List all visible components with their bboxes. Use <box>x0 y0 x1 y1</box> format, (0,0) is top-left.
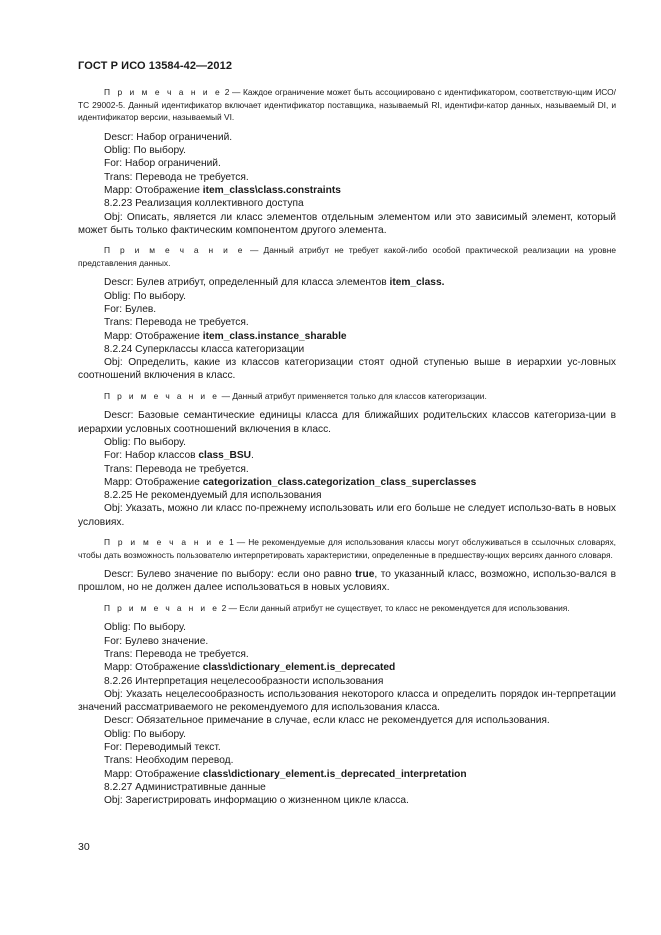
mapp-prefix: Mapp: Отображение <box>104 476 203 488</box>
mapp-attribute: class\dictionary_element.is_deprecated <box>202 662 396 674</box>
for-suffix: . <box>251 450 254 462</box>
descr-suffix: , то указанный класс, возможно, использо-вался в прошлом, но не должен далее использоваться в новых условиях. <box>78 569 616 594</box>
document-header: ГОСТ Р ИСО 13584-42—2012 <box>78 60 233 72</box>
mapp-line <box>78 184 616 197</box>
oblig-line: Oblig: По выбору. <box>104 622 186 634</box>
trans-line: Trans: Перевода не требуется. <box>104 648 249 660</box>
note-label: П р и м е ч а н и е <box>104 245 245 256</box>
trans-line: Trans: Перевода не требуется. <box>104 171 249 183</box>
note-label: П р и м е ч а н и е <box>104 87 223 97</box>
note-paragraph <box>78 86 616 124</box>
for-line: For: Булево значение. <box>104 635 209 647</box>
mapp-attribute: categorization_class.categorization_class_superclasses <box>202 476 477 488</box>
note-text: 1 — Не рекомендуемые для использования классы могут обслуживаться в ссылочных словарях, чтобы дать возможность пользователю интерпретировать характеристики, определенные в предшеству-ющих версиях данного словаря. <box>78 536 617 560</box>
mapp-prefix: Mapp: Отображение <box>104 662 203 674</box>
mapp-attribute: item_class.instance_sharable <box>202 330 347 342</box>
page-content <box>78 86 616 808</box>
note-paragraph <box>78 390 616 403</box>
note-paragraph <box>78 536 616 561</box>
mapp-line <box>78 768 616 781</box>
descr-line: Descr: Набор ограничений. <box>104 131 233 143</box>
note-text: 2 — Каждое ограничение может быть ассоциировано с идентификатором, соответствую-щим ИСО/ТС 29002-5. Данный идентификатор включает идентификатор поставщика, называемый RI, идентифи-катор данных, называемый DI, и идентификатор версии, называемый VI. <box>78 87 616 123</box>
mapp-prefix: Mapp: Отображение <box>104 330 203 342</box>
note-text: 2 — Если данный атрибут не существует, то класс не рекомендуется для использования. <box>221 602 570 613</box>
mapp-attribute: item_class\class.constraints <box>202 184 341 196</box>
mapp-line <box>78 476 616 489</box>
for-line: For: Булев. <box>104 303 157 315</box>
mapp-prefix: Mapp: Отображение <box>104 768 203 780</box>
oblig-line: Oblig: По выбору. <box>104 436 186 448</box>
descr-line: Descr: Обязательное примечание в случае, если класс не рекомендуется для использования. <box>104 715 550 727</box>
for-line: For: Переводимый текст. <box>104 742 221 754</box>
note-label: П р и м е ч а н и е <box>104 536 226 547</box>
descr-line: Descr: Базовые семантические единицы класса для ближайших родительских классов категориза-ции в иерархии условных соотношений включения в класс. <box>78 410 616 435</box>
for-attribute: class_BSU <box>198 450 252 462</box>
page-number: 30 <box>78 841 90 853</box>
trans-line: Trans: Перевода не требуется. <box>104 317 249 329</box>
note-paragraph <box>78 602 616 615</box>
obj-line: Obj: Указать нецелесообразность использования некоторого класса и определить порядок ин-терпретации значений рассматриваемого не рекомендуемого для использования класса. <box>78 688 616 714</box>
descr-value: true <box>355 569 375 581</box>
descr-attribute: item_class. <box>389 277 445 289</box>
mapp-line <box>78 330 616 343</box>
descr-line <box>78 276 616 289</box>
note-paragraph <box>78 244 616 269</box>
section-heading: 8.2.25 Не рекомендуемый для использования <box>104 490 322 502</box>
descr-line <box>78 568 616 595</box>
obj-line: Obj: Определить, какие из классов категоризации стоят одной ступенью выше в иерархии ус-ловных соотношений включения в класс. <box>78 357 616 382</box>
note-text: — Данный атрибут не требует какой-либо особой практической реализации на уровне представления данных. <box>78 245 617 268</box>
obj-line: Obj: Указать, можно ли класс по-прежнему использовать или его больше не следует использо-вать в новых условиях. <box>78 503 616 528</box>
note-text: — Данный атрибут применяется только для классов категоризации. <box>221 390 487 401</box>
oblig-line: Oblig: По выбору. <box>104 728 186 740</box>
section-heading: 8.2.27 Административные данные <box>104 781 266 793</box>
section-heading: 8.2.23 Реализация коллективного доступа <box>104 198 304 210</box>
obj-line: Obj: Зарегистрировать информацию о жизненном цикле класса. <box>104 795 409 807</box>
descr-prefix: Descr: Булево значение по выбору: если оно равно <box>104 569 356 581</box>
for-line <box>78 449 616 462</box>
obj-line: Obj: Описать, является ли класс элементов отдельным элементом или это зависимый элемент, который может быть только фактическим компонентом другого элемента. <box>78 211 616 236</box>
oblig-line: Oblig: По выбору. <box>104 145 186 157</box>
mapp-prefix: Mapp: Отображение <box>104 184 203 196</box>
for-line: For: Набор ограничений. <box>104 158 221 170</box>
trans-line: Trans: Перевода не требуется. <box>104 463 249 475</box>
mapp-attribute: class\dictionary_element.is_deprecated_interpretation <box>202 768 467 780</box>
note-label: П р и м е ч а н и е <box>104 390 220 401</box>
trans-line: Trans: Необходим перевод. <box>104 755 234 767</box>
mapp-line <box>78 661 616 674</box>
note-label: П р и м е ч а н и е <box>104 602 220 613</box>
descr-prefix: Descr: Булев атрибут, определенный для класса элементов <box>104 277 390 289</box>
oblig-line: Oblig: По выбору. <box>104 290 186 302</box>
section-heading: 8.2.24 Суперклассы класса категоризации <box>104 343 305 355</box>
for-prefix: For: Набор классов <box>104 450 199 462</box>
section-heading: 8.2.26 Интерпретация нецелесообразности использования <box>104 675 384 687</box>
